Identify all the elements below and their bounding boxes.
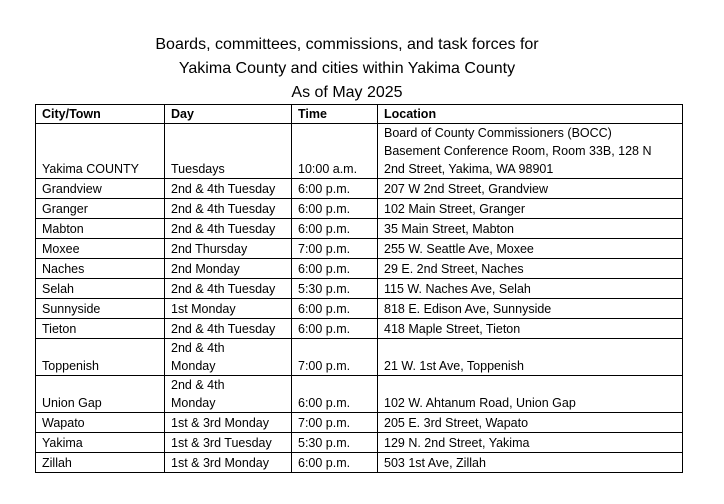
cell-location (378, 433, 683, 453)
cell-location (378, 299, 683, 319)
cell-city-town: Mabton (36, 219, 165, 239)
cell-time: 5:30 p.m. (292, 279, 378, 299)
cell-day-line: 1st & 3rd Tuesday (171, 436, 272, 450)
cell-day (165, 376, 292, 413)
cell-day (165, 299, 292, 319)
table-row (36, 413, 683, 433)
cell-city-town: Grandview (36, 179, 165, 199)
table-row (36, 433, 683, 453)
cell-day (165, 433, 292, 453)
cell-time: 10:00 a.m. (292, 124, 378, 179)
cell-day-line: 2nd & 4th (171, 378, 225, 392)
cell-location (378, 124, 683, 179)
cell-day-line: Monday (171, 359, 216, 373)
cell-city-town: Zillah (36, 453, 165, 473)
table-row (36, 219, 683, 239)
cell-location (378, 319, 683, 339)
cell-city-town: Toppenish (36, 339, 165, 376)
meeting-schedule-table (35, 104, 683, 473)
cell-day (165, 124, 292, 179)
table-row (36, 179, 683, 199)
cell-city-town: Naches (36, 259, 165, 279)
cell-location-line: 102 Main Street, Granger (384, 202, 526, 216)
cell-location-line: 205 E. 3rd Street, Wapato (384, 416, 529, 430)
cell-location-line: 35 Main Street, Mabton (384, 222, 514, 236)
cell-city-town: Selah (36, 279, 165, 299)
header-day: Day (165, 105, 292, 124)
cell-location-line: 102 W. Ahtanum Road, Union Gap (384, 396, 576, 410)
cell-day-line: 1st & 3rd Monday (171, 456, 269, 470)
cell-day-line: 2nd Monday (171, 262, 240, 276)
cell-day (165, 279, 292, 299)
table-row (36, 319, 683, 339)
cell-day (165, 199, 292, 219)
cell-day (165, 239, 292, 259)
cell-location-line: 207 W 2nd Street, Grandview (384, 182, 548, 196)
cell-city-town: Yakima COUNTY (36, 124, 165, 179)
cell-location-line: 21 W. 1st Ave, Toppenish (384, 359, 524, 373)
header-city-town: City/Town (36, 105, 165, 124)
cell-location-line: Basement Conference Room, Room 33B, 128 N (384, 144, 652, 158)
cell-day-line: 2nd Thursday (171, 242, 248, 256)
cell-day-line: 1st & 3rd Monday (171, 416, 269, 430)
cell-city-town: Moxee (36, 239, 165, 259)
table-row (36, 453, 683, 473)
cell-time: 6:00 p.m. (292, 179, 378, 199)
table-row (36, 376, 683, 413)
cell-location-line: 129 N. 2nd Street, Yakima (384, 436, 530, 450)
cell-location (378, 199, 683, 219)
cell-location-line: 255 W. Seattle Ave, Moxee (384, 242, 534, 256)
cell-day (165, 453, 292, 473)
table-row (36, 199, 683, 219)
cell-day (165, 413, 292, 433)
cell-city-town: Yakima (36, 433, 165, 453)
cell-day-line: 2nd & 4th Tuesday (171, 222, 276, 236)
document-title (0, 33, 694, 105)
cell-day-line: 2nd & 4th Tuesday (171, 182, 276, 196)
cell-city-town: Union Gap (36, 376, 165, 413)
cell-location (378, 279, 683, 299)
cell-time: 6:00 p.m. (292, 319, 378, 339)
cell-location-line: Board of County Commissioners (BOCC) (384, 126, 612, 140)
cell-location (378, 413, 683, 433)
cell-location-line: 115 W. Naches Ave, Selah (384, 282, 531, 296)
cell-day-line: 2nd & 4th Tuesday (171, 282, 276, 296)
cell-location (378, 219, 683, 239)
cell-day (165, 179, 292, 199)
cell-day (165, 339, 292, 376)
cell-location-line: 2nd Street, Yakima, WA 98901 (384, 162, 554, 176)
cell-time: 6:00 p.m. (292, 299, 378, 319)
cell-day (165, 259, 292, 279)
title-line-2: Yakima County and cities within Yakima County (178, 60, 516, 77)
table-row (36, 279, 683, 299)
cell-time: 6:00 p.m. (292, 453, 378, 473)
table-header-row (36, 105, 683, 124)
cell-day-line: 2nd & 4th Tuesday (171, 322, 276, 336)
cell-location-line: 418 Maple Street, Tieton (384, 322, 521, 336)
cell-time: 5:30 p.m. (292, 433, 378, 453)
table-row (36, 239, 683, 259)
cell-time: 6:00 p.m. (292, 259, 378, 279)
cell-city-town: Tieton (36, 319, 165, 339)
cell-time: 6:00 p.m. (292, 199, 378, 219)
cell-time: 7:00 p.m. (292, 239, 378, 259)
cell-time: 6:00 p.m. (292, 219, 378, 239)
header-time: Time (292, 105, 378, 124)
cell-location (378, 376, 683, 413)
cell-time: 7:00 p.m. (292, 413, 378, 433)
cell-location-line: 818 E. Edison Ave, Sunnyside (384, 302, 552, 316)
cell-location (378, 179, 683, 199)
cell-day-line: 1st Monday (171, 302, 236, 316)
cell-location (378, 453, 683, 473)
table-row (36, 259, 683, 279)
cell-time: 6:00 p.m. (292, 376, 378, 413)
table-row (36, 339, 683, 376)
cell-day (165, 319, 292, 339)
cell-day-line: 2nd & 4th (171, 341, 225, 355)
cell-day-line: Tuesdays (171, 162, 225, 176)
cell-day-line: Monday (171, 396, 216, 410)
table-row (36, 124, 683, 179)
cell-location-line: 29 E. 2nd Street, Naches (384, 262, 524, 276)
cell-location (378, 259, 683, 279)
cell-city-town: Granger (36, 199, 165, 219)
title-line-1: Boards, committees, commissions, and task forces for (155, 36, 539, 53)
cell-day-line: 2nd & 4th Tuesday (171, 202, 276, 216)
table-row (36, 299, 683, 319)
cell-location (378, 239, 683, 259)
header-location: Location (378, 105, 683, 124)
cell-city-town: Wapato (36, 413, 165, 433)
title-line-3: As of May 2025 (291, 84, 403, 101)
cell-location (378, 339, 683, 376)
cell-day (165, 219, 292, 239)
cell-city-town: Sunnyside (36, 299, 165, 319)
cell-time: 7:00 p.m. (292, 339, 378, 376)
cell-location-line: 503 1st Ave, Zillah (384, 456, 486, 470)
